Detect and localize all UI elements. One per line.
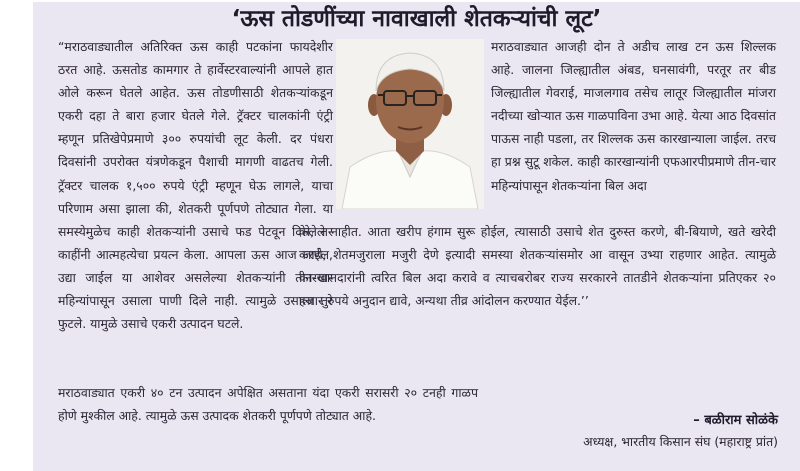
author-photo xyxy=(336,39,484,209)
paragraph-left-bottom: मराठवाड्यात एकरी ४० टन उत्पादन अपेक्षित असताना यंदा एकरी सरासरी २० टनही गाळप होणे मुश्कील आहे. त्यामुळे ऊस उत्पादक शेतकरी पूर्णपणे तोट्यात आहे. xyxy=(58,385,478,424)
paragraph-right-bottom: केलेले नाहीत. आता खरीप हंगाम सुरू होईल, त्यासाठी उसाचे शेत दुरुस्त करणे, बी-बियाणे, खते खरेदी करणे, शेतमजुराला मजुरी देणे इत्यादी समस्या शेतकऱ्यांसमोर आ वासून उभ्या राहणार आहेत. त्यामुळे कारखानदारांनी त्वरित बिल अदा करावे व त्याचबरोबर राज्य सरकारने तातडीने शेतकऱ्यांना प्रतिएकर २० हजार रुपये अनुदान द्यावे, अन्यथा तीव्र आंदोलन करण्यात येईल.’’ xyxy=(299,224,776,309)
paragraph-right-top: मराठवाड्यात आजही दोन ते अडीच लाख टन ऊस शिल्लक आहे. जालना जिल्ह्यातील अंबड, घनसावंगी, परतूर तर बीड जिल्ह्यातील गेवराई, माजलगाव तसेच लातूर जिल्ह्यातील मांजरा नदीच्या खोऱ्यात ऊस गाळपाविना उभा आहे. येत्या आठ दिवसांत पाऊस नाही पडला, तर शिल्लक ऊस कारखान्याला जाईल. तरच हा प्रश्न सुटू शकेल. काही कारखान्यांनी एफआरपीप्रमाणे तीन-चार महिन्यांपासून शेतकऱ्यांना बिल अदा xyxy=(491,39,776,193)
article-column-left-bottom xyxy=(58,381,478,427)
article-column-right-top xyxy=(491,35,776,197)
paragraph-left: “मराठवाड्यातील अतिरिक्त ऊस काही पटकांना फायदेशीर ठरत आहे. ऊसतोड कामगार ते हार्वेस्टरवाल्यांनी आपले हात ओले करून घेतले आहेत. ऊस तोडणीसाठी शेतकऱ्यांकडून एकरी दहा ते बारा हजार घेतले गेले. ट्रॅक्टर चालकांनी एंट्री म्हणून प्रतिखेपेप्रमाणे ३०० रुपयांची लूट केली. दर पंधरा दिवसांनी उपरोक्त यंत्रणेकडून पैशाची मागणी वाढतच गेली. ट्रॅक्टर चालक १,५०० रुपये एंट्री म्हणून घेऊ लागले, याचा परिणाम असा झाला की, शेतकरी पूर्णपणे तोट्यात गेला. या समस्येमुळेच काही शेतकऱ्यांनी उसाचे फड पेटवून दिले, तर काहींनी आत्महत्येचा प्रयत्न केला. आपला ऊस आज जाईल, उद्या जाईल या आशेवर असलेल्या शेतकऱ्यांनी तीन-चार महिन्यांपासून उसाला पाणी दिले नाही. त्यामुळे उसाला तुरे फुटले. यामुळे उसाचे एकरी उत्पादन घटले. xyxy=(58,39,333,332)
signature-title: अध्यक्ष, भारतीय किसान संघ (महाराष्ट्र प्रांत) xyxy=(583,434,778,449)
headline: ‘ऊस तोडणींच्या नावाखाली शेतकऱ्यांची लूट’ xyxy=(231,6,602,32)
portrait-image xyxy=(336,39,484,209)
article-column-right-bottom xyxy=(299,220,776,312)
newspaper-clipping xyxy=(33,2,800,471)
article-column-left xyxy=(58,35,333,335)
signature-name: – बळीराम सोळंके xyxy=(693,413,778,428)
